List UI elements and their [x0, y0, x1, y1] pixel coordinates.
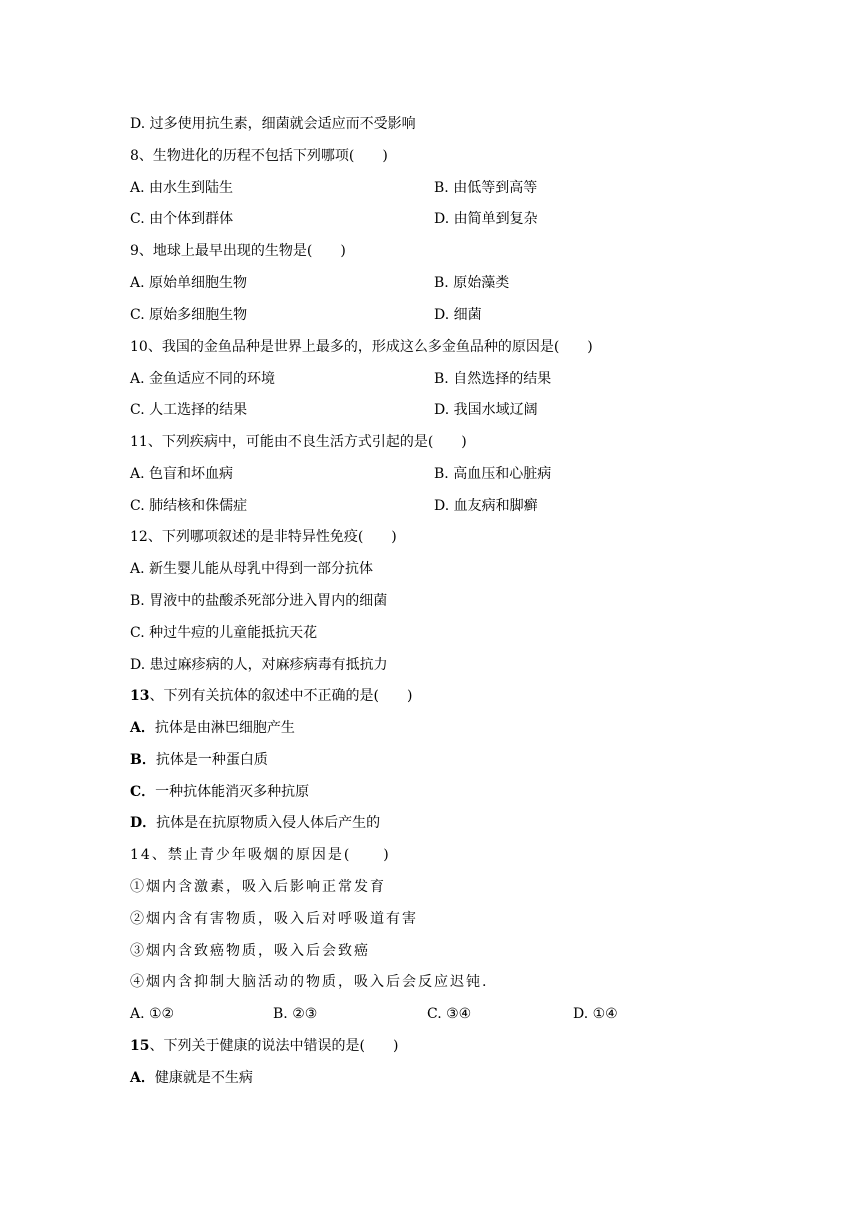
q15-option-a: [130, 1068, 253, 1088]
q11-stem: 11、下列疾病中，可能由不良生活方式引起的是( ): [130, 434, 467, 450]
q11-option-c: C. 肺结核和侏儒症: [130, 498, 248, 514]
q10-option-c: C. 人工选择的结果: [130, 402, 248, 418]
q13-option-c-letter: C．: [130, 784, 156, 800]
q13-option-a: [130, 718, 295, 738]
q14-statement-1: ①烟内含激素，吸入后影响正常发育: [130, 879, 386, 895]
q11-option-d: D. 血友病和脚癣: [434, 498, 538, 514]
q14-statement-4: ④烟内含抑制大脑活动的物质，吸入后会反应迟钝.: [130, 974, 489, 990]
q9-option-a: A. 原始单细胞生物: [130, 275, 248, 291]
q9-stem: 9、地球上最早出现的生物是( ): [130, 243, 346, 259]
q13-option-c: [130, 782, 309, 802]
q13-option-d-letter: D．: [130, 815, 157, 831]
q13-option-b-text: 抗体是一种蛋白质: [155, 752, 268, 768]
q8-option-d: D. 由简单到复杂: [434, 211, 538, 227]
q14-stem: 14、禁止青少年吸烟的原因是( ): [130, 847, 391, 863]
q13-option-d-text: 抗体是在抗原物质入侵人体后产生的: [156, 815, 381, 831]
q14-option-c: C. ③④: [427, 1006, 472, 1022]
q14-option-b: B. ②③: [273, 1006, 318, 1022]
q12-stem: 12、下列哪项叙述的是非特异性免疫( ): [130, 529, 397, 545]
q14-statement-2: ②烟内含有害物质，吸入后对呼吸道有害: [130, 911, 418, 927]
q8-stem: 8、生物进化的历程不包括下列哪项( ): [130, 148, 388, 164]
q13-option-b: [130, 750, 268, 770]
q14-option-d: D. ①④: [573, 1006, 618, 1022]
q14-option-a: A. ①②: [130, 1006, 175, 1022]
q9-option-c: C. 原始多细胞生物: [130, 307, 248, 323]
q8-option-c: C. 由个体到群体: [130, 211, 234, 227]
q12-option-d: D. 患过麻疹病的人，对麻疹病毒有抵抗力: [130, 657, 388, 673]
q12-option-b: B. 胃液中的盐酸杀死部分进入胃内的细菌: [130, 593, 388, 609]
q13-option-c-text: 一种抗体能消灭多种抗原: [155, 784, 310, 800]
q15-stem: [130, 1036, 398, 1056]
q14-statement-3: ③烟内含致癌物质，吸入后会致癌: [130, 943, 370, 959]
q15-option-a-letter: A．: [130, 1070, 155, 1086]
q10-option-b: B. 自然选择的结果: [434, 371, 552, 387]
q13-option-b-letter: B．: [130, 752, 156, 768]
q10-option-a: A. 金鱼适应不同的环境: [130, 371, 276, 387]
q11-option-a: A. 色盲和坏血病: [130, 466, 234, 482]
q8-option-a: A. 由水生到陆生: [130, 180, 234, 196]
q10-option-d: D. 我国水域辽阔: [434, 402, 538, 418]
q15-option-a-text: 健康就是不生病: [154, 1070, 253, 1086]
q13-stem-text: 、下列有关抗体的叙述中不正确的是( ): [149, 688, 413, 704]
q15-number: 15: [130, 1038, 150, 1054]
q13-number: 13: [130, 688, 150, 704]
q13-option-a-letter: A．: [130, 720, 155, 736]
q12-option-a: A. 新生婴儿能从母乳中得到一部分抗体: [130, 561, 374, 577]
q9-option-b: B. 原始藻类: [434, 275, 510, 291]
q10-stem: 10、我国的金鱼品种是世界上最多的，形成这么多金鱼品种的原因是( ): [130, 339, 593, 355]
q13-stem: [130, 686, 412, 706]
q13-option-d: [130, 813, 380, 833]
q7-option-d: D. 过多使用抗生素，细菌就会适应而不受影响: [130, 116, 416, 132]
q13-option-a-text: 抗体是由淋巴细胞产生: [154, 720, 295, 736]
q15-stem-text: 、下列关于健康的说法中错误的是( ): [149, 1038, 399, 1054]
q9-option-d: D. 细菌: [434, 307, 482, 323]
q12-option-c: C. 种过牛痘的儿童能抵抗天花: [130, 625, 318, 641]
q11-option-b: B. 高血压和心脏病: [434, 466, 552, 482]
q8-option-b: B. 由低等到高等: [434, 180, 538, 196]
